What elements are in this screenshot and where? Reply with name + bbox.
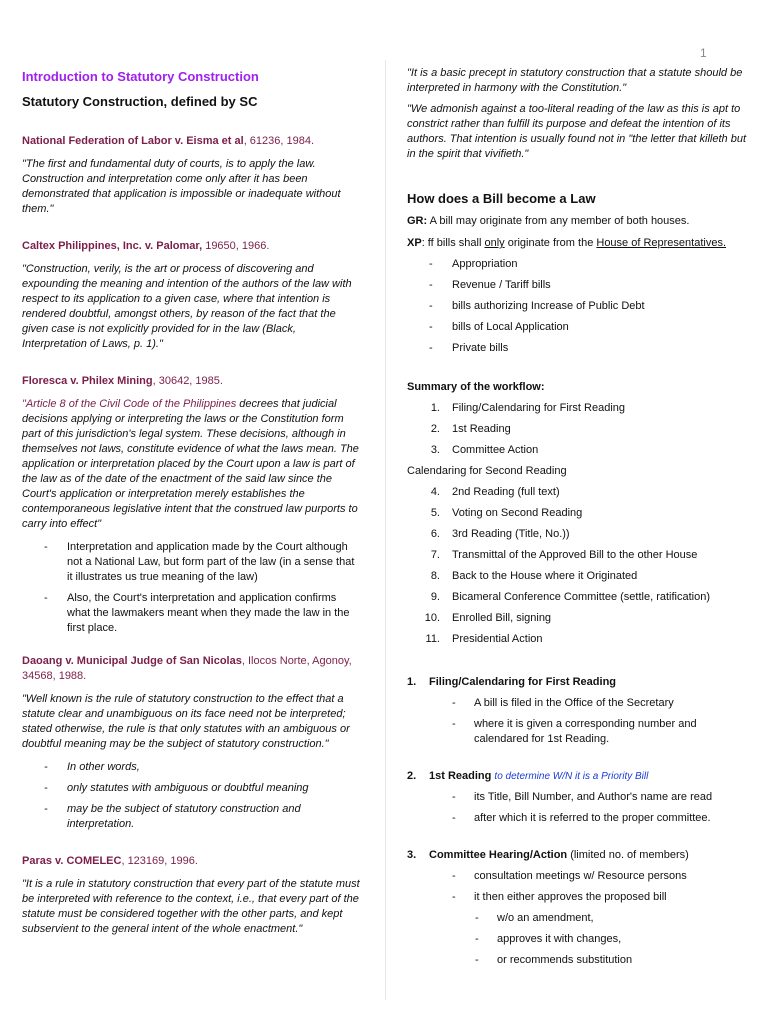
subsection-title: Statutory Construction, defined by SC bbox=[22, 94, 258, 109]
page-number: 1 bbox=[700, 46, 707, 60]
list-item: 5. Voting on Second Reading bbox=[430, 507, 583, 519]
case-quote: "Well known is the rule of statutory construction to the effect that a statute clear and unambiguous on its face need not be interpreted; stated otherwise, the rule is that only statutes with an ambiguous or doubtful meaning may be the subject of statutory construction." bbox=[22, 693, 350, 750]
calendaring-label: Calendaring for Second Reading bbox=[407, 465, 567, 477]
list-item: - Also, the Court's interpretation and application confirms what the lawmakers meant when they made the law in the first place. bbox=[22, 591, 362, 636]
case-block bbox=[22, 239, 362, 352]
workflow-steps bbox=[407, 401, 747, 458]
general-rule: GR: A bill may originate from any member of both houses. bbox=[407, 215, 690, 227]
workflow-steps bbox=[407, 485, 747, 647]
case-block bbox=[22, 374, 362, 636]
left-column bbox=[22, 68, 362, 937]
list-item: - or recommends substitution bbox=[407, 953, 747, 968]
list-item: 3. Committee Action bbox=[430, 444, 539, 456]
list-item: - In other words, bbox=[22, 760, 362, 775]
bullet-list bbox=[22, 760, 362, 832]
list-item: - bills of Local Application bbox=[407, 320, 747, 335]
case-quote: "Article 8 of the Civil Code of the Philippines decrees that judicial decisions applying or interpreting the laws or the Constitution form part of this jurisdiction's legal system. These decisions, although in themselves not laws, constitute evidence of what the laws mean. The application or interpretation placed by the Court upon a law is part of the law as of the date of the enactment of the said law since the Court's application or interpretation merely establishes the contemporaneous legislative intent that the construed law purports to carry into effect" bbox=[22, 398, 359, 530]
case-block bbox=[22, 854, 362, 937]
list-item: 11. Presidential Action bbox=[425, 633, 543, 645]
list-item: - approves it with changes, bbox=[407, 932, 747, 947]
list-item: 6. 3rd Reading (Title, No.)) bbox=[430, 528, 570, 540]
nested-bullet-list bbox=[407, 911, 747, 968]
quote-harmony: "It is a basic precept in statutory construction that a statute should be interpreted in harmony with the Constitution." bbox=[407, 67, 743, 94]
case-block bbox=[22, 134, 362, 217]
case-citation: Daoang v. Municipal Judge of San Nicolas, Ilocos Norte, Agonoy, 34568, 1988. bbox=[22, 655, 352, 682]
article-reference: "Article 8 of the Civil Code of the Philippines bbox=[22, 398, 237, 410]
case-citation: Paras v. COMELEC, 123169, 1996. bbox=[22, 855, 198, 867]
bill-heading: How does a Bill become a Law bbox=[407, 191, 596, 206]
section-committee: 3. Committee Hearing/Action (limited no. of members) bbox=[407, 849, 689, 861]
exception-list bbox=[407, 257, 747, 356]
list-item: - A bill is filed in the Office of the Secretary bbox=[407, 696, 747, 711]
list-item: 2. 1st Reading bbox=[430, 423, 511, 435]
list-item: - may be the subject of statutory construction and interpretation. bbox=[22, 802, 362, 832]
list-item: 7. Transmittal of the Approved Bill to the other House bbox=[430, 549, 698, 561]
summary-label: Summary of the workflow: bbox=[407, 381, 545, 393]
section-title: Introduction to Statutory Construction bbox=[22, 69, 259, 84]
case-quote: "The first and fundamental duty of courts, is to apply the law. Construction and interpretation come only after it has been demonstrated that application is impossible or inadequate without them." bbox=[22, 158, 341, 215]
list-item: - bills authorizing Increase of Public Debt bbox=[407, 299, 747, 314]
case-quote: "Construction, verily, is the art or process of discovering and expounding the meaning and intention of the authors of the law with respect to its application to a given case, where that intention is rendered doubtful, amongst others, by reason of the fact that the given case is not explicitly provided for in the law (Black, Interpretation of Laws, p. 1)." bbox=[22, 263, 352, 350]
section-filing: 1. Filing/Calendaring for First Reading bbox=[407, 676, 617, 688]
list-item: 1. Filing/Calendaring for First Reading bbox=[430, 402, 626, 414]
list-item: 9. Bicameral Conference Committee (settle, ratification) bbox=[430, 591, 710, 603]
list-item: 8. Back to the House where it Originated bbox=[430, 570, 638, 582]
bullet-list bbox=[407, 869, 747, 905]
list-item: - only statutes with ambiguous or doubtful meaning bbox=[22, 781, 362, 796]
list-item: - its Title, Bill Number, and Author's name are read bbox=[407, 790, 747, 805]
bullet-list bbox=[407, 696, 747, 747]
case-citation: Floresca v. Philex Mining, 30642, 1985. bbox=[22, 375, 223, 387]
list-item: - Private bills bbox=[407, 341, 747, 356]
list-item: - where it is given a corresponding number and calendared for 1st Reading. bbox=[407, 717, 747, 747]
list-item: - consultation meetings w/ Resource persons bbox=[407, 869, 747, 884]
bullet-list bbox=[407, 790, 747, 826]
list-item: 10. Enrolled Bill, signing bbox=[424, 612, 552, 624]
column-divider bbox=[385, 60, 386, 1000]
list-item: - Appropriation bbox=[407, 257, 747, 272]
bullet-list bbox=[22, 540, 362, 636]
list-item: - Interpretation and application made by the Court although not a National Law, but form part of the law (in a sense that it illustrates us true meaning of the law) bbox=[22, 540, 362, 585]
list-item: - it then either approves the proposed bill bbox=[407, 890, 747, 905]
case-citation: Caltex Philippines, Inc. v. Palomar, 19650, 1966. bbox=[22, 240, 270, 252]
list-item: - after which it is referred to the proper committee. bbox=[407, 811, 747, 826]
list-item: - Revenue / Tariff bills bbox=[407, 278, 747, 293]
quote-admonish: "We admonish against a too-literal reading of the law as this is apt to constrict rather than fulfill its purpose and defeat the intention of its authors. That intention is usually found not in "the letter that killeth but in the spirit that vivifieth." bbox=[407, 103, 746, 160]
right-column bbox=[407, 66, 747, 974]
case-quote: "It is a rule in statutory construction that every part of the statute must be interpreted with reference to the context, i.e., that every part of the statute must be considered together with the other parts, and kept subservient to the general intent of the whole enactment." bbox=[22, 878, 360, 935]
list-item: 4. 2nd Reading (full text) bbox=[430, 486, 560, 498]
priority-note: to determine W/N it is a Priority Bill bbox=[494, 771, 649, 782]
case-block bbox=[22, 654, 362, 832]
list-item: - w/o an amendment, bbox=[407, 911, 747, 926]
case-citation: National Federation of Labor v. Eisma et al, 61236, 1984. bbox=[22, 135, 315, 147]
exception-rule: XP: ff bills shall only originate from the House of Representatives. bbox=[407, 237, 727, 249]
section-first-reading: 2. 1st Reading to determine W/N it is a Priority Bill bbox=[407, 770, 649, 782]
